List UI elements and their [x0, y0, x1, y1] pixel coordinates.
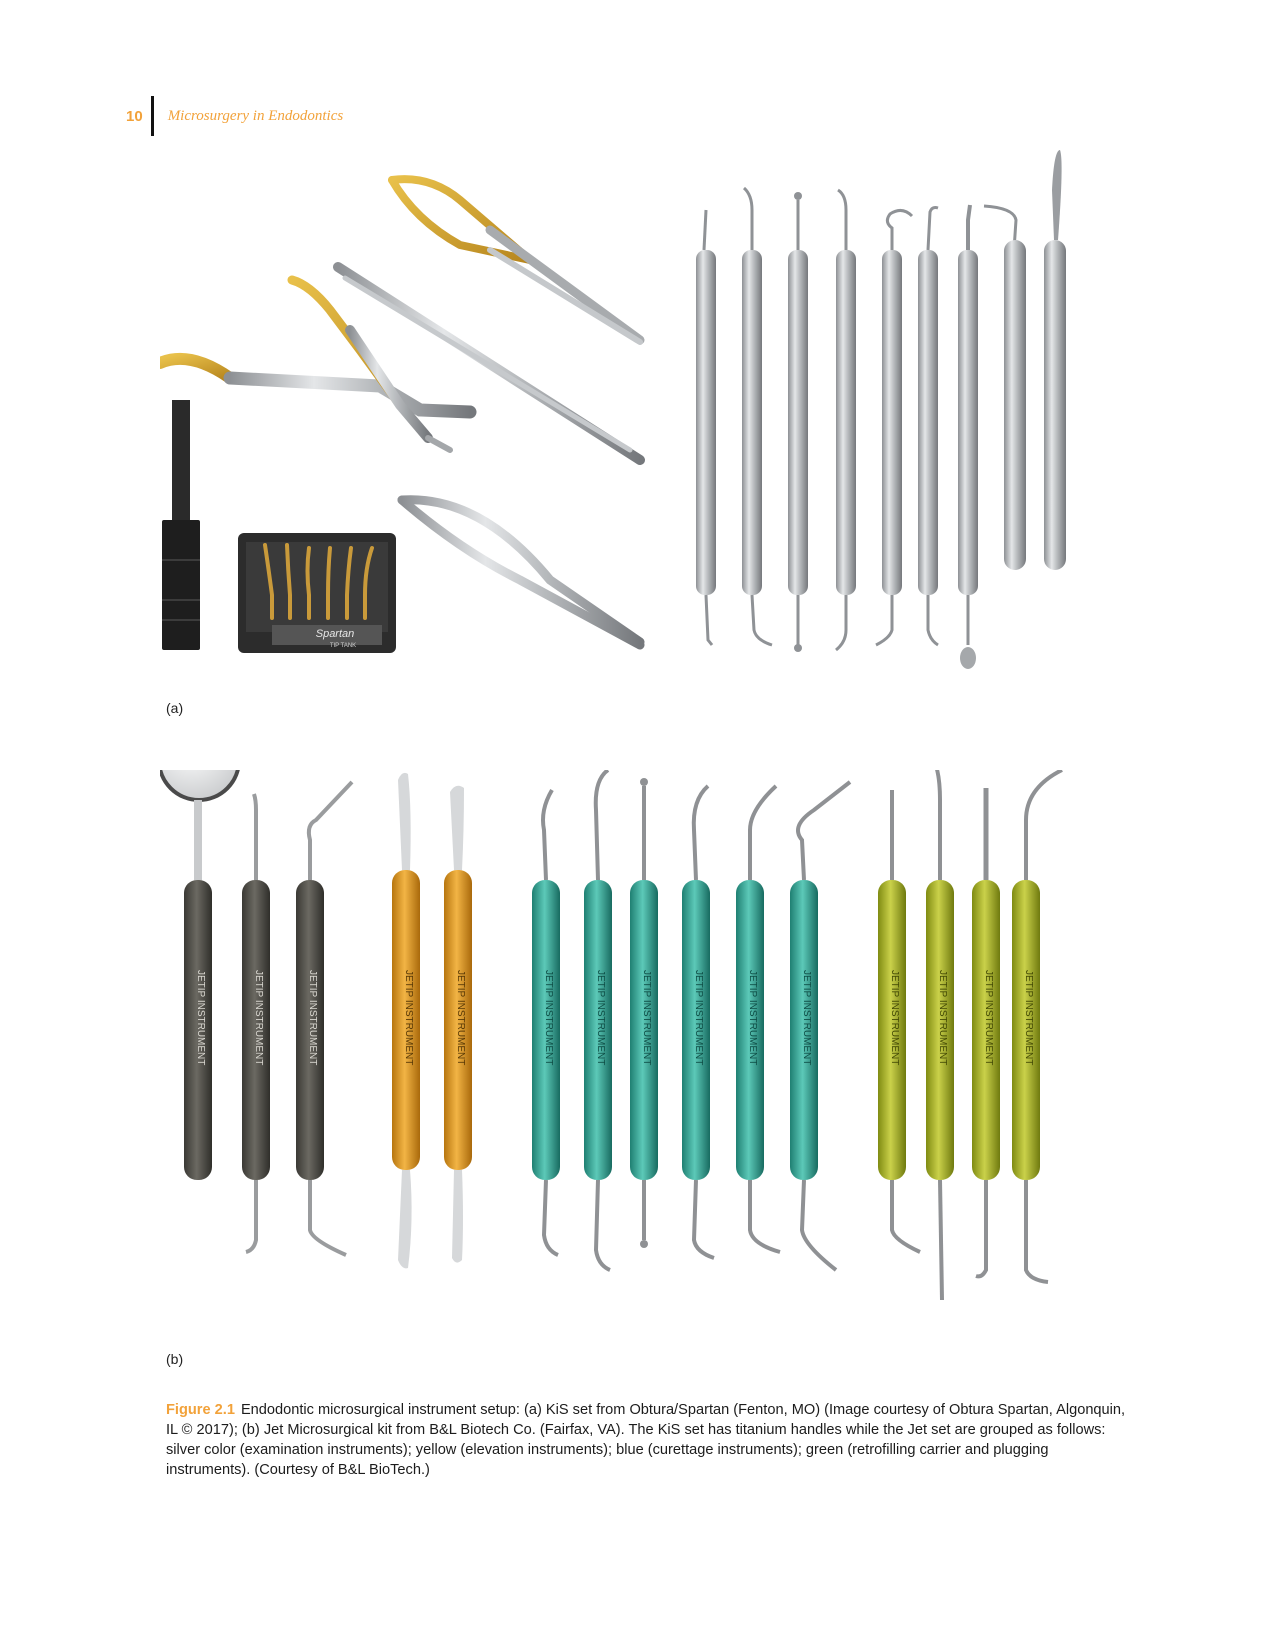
handle-engraving: JETIP INSTRUMENT — [983, 970, 994, 1066]
jet-instrument-teal-3 — [630, 778, 658, 1248]
jet-instrument-green-4 — [1012, 770, 1062, 1282]
jet-instrument-dark-3 — [296, 782, 352, 1255]
jet-instrument-green-1 — [878, 790, 920, 1252]
jet-instrument-teal-6 — [790, 782, 850, 1270]
handle-engraving: JETIP INSTRUMENT — [693, 970, 704, 1066]
kis-instrument-3 — [788, 192, 808, 652]
mouth-mirror — [160, 770, 239, 800]
needle-holder-gold — [392, 179, 640, 342]
handle-engraving: JETIP INSTRUMENT — [641, 970, 652, 1066]
handle-engraving: JETIP INSTRUMENT — [889, 970, 900, 1066]
kis-instrument-6 — [918, 208, 938, 646]
kis-instrument-2 — [742, 188, 772, 645]
ultrasonic-tip-tank — [238, 533, 396, 653]
handle-engraving: JETIP INSTRUMENT — [801, 970, 812, 1066]
handle-engraving: JETIP INSTRUMENT — [253, 970, 264, 1066]
tip-tank-subtitle: TIP TANK — [329, 643, 357, 649]
jet-instrument-green-2 — [926, 770, 954, 1300]
kis-instrument-9 — [1044, 150, 1066, 570]
handle-engraving: JETIP INSTRUMENT — [455, 970, 466, 1066]
figure-panel-b — [160, 770, 1120, 1375]
figure-caption — [166, 1400, 1126, 1480]
kis-instrument-8 — [984, 206, 1026, 570]
figure-panel-a — [160, 150, 1120, 710]
jet-instrument-orange-1 — [392, 773, 420, 1268]
kis-instrument-row — [696, 150, 1066, 669]
microsurgical-forceps — [338, 267, 640, 460]
jet-instrument-dark-2 — [242, 794, 270, 1252]
handle-engraving: JETIP INSTRUMENT — [937, 970, 948, 1066]
caption-text: Endodontic microsurgical instrument setup: (a) KiS set from Obtura/Spartan (Fenton, MO) (Image courtesy of Obtura Spartan, Algonquin, IL © 2017); (b) Jet Microsurgical kit from B&L Biotech Co. (Fairfax, VA). The KiS set has titanium handles while the Jet set are grouped as follows: silver color (examination instruments); yellow (elevation instruments); blue (curettage instruments); green (retrofilling carrier and plugging instruments). (Courtesy of B&L BioTech.) — [166, 1402, 1126, 1478]
handle-engraving: JETIP INSTRUMENT — [543, 970, 554, 1066]
header-divider — [151, 96, 154, 136]
jet-instrument-teal-2 — [584, 770, 612, 1270]
kis-instrument-5 — [876, 210, 912, 645]
handle-engraving: JETIP INSTRUMENT — [307, 970, 318, 1066]
kis-instrument-7 — [958, 205, 978, 669]
figure-label: Figure 2.1 — [166, 1402, 235, 1418]
kis-instrument-4 — [836, 190, 856, 650]
panel-a-label: (a) — [166, 700, 184, 716]
tip-tank-brand: Spartan — [315, 628, 355, 640]
handle-engraving: JETIP INSTRUMENT — [403, 970, 414, 1066]
black-instrument-stand — [162, 400, 200, 650]
handle-engraving: JETIP INSTRUMENT — [747, 970, 758, 1066]
jet-instrument-set — [184, 770, 1062, 1300]
jet-instrument-green-3 — [972, 788, 1000, 1276]
jet-instrument-mirror-handle — [184, 800, 212, 1180]
running-head — [126, 96, 343, 136]
jet-instrument-teal-1 — [532, 790, 560, 1255]
book-title: Microsurgery in Endodontics — [167, 107, 344, 124]
jet-instrument-teal-5 — [736, 786, 780, 1252]
page-number: 10 — [126, 107, 143, 125]
handle-engraving: JETIP INSTRUMENT — [1023, 970, 1034, 1066]
handle-engraving: JETIP INSTRUMENT — [195, 970, 206, 1066]
kis-instrument-1 — [696, 210, 716, 645]
micro-scissors — [402, 500, 640, 645]
elevator-pliers-gold — [160, 280, 470, 450]
jet-instrument-teal-4 — [682, 786, 714, 1258]
panel-b-label: (b) — [166, 1351, 184, 1367]
jet-instrument-orange-2 — [444, 786, 472, 1263]
handle-engraving: JETIP INSTRUMENT — [595, 970, 606, 1066]
